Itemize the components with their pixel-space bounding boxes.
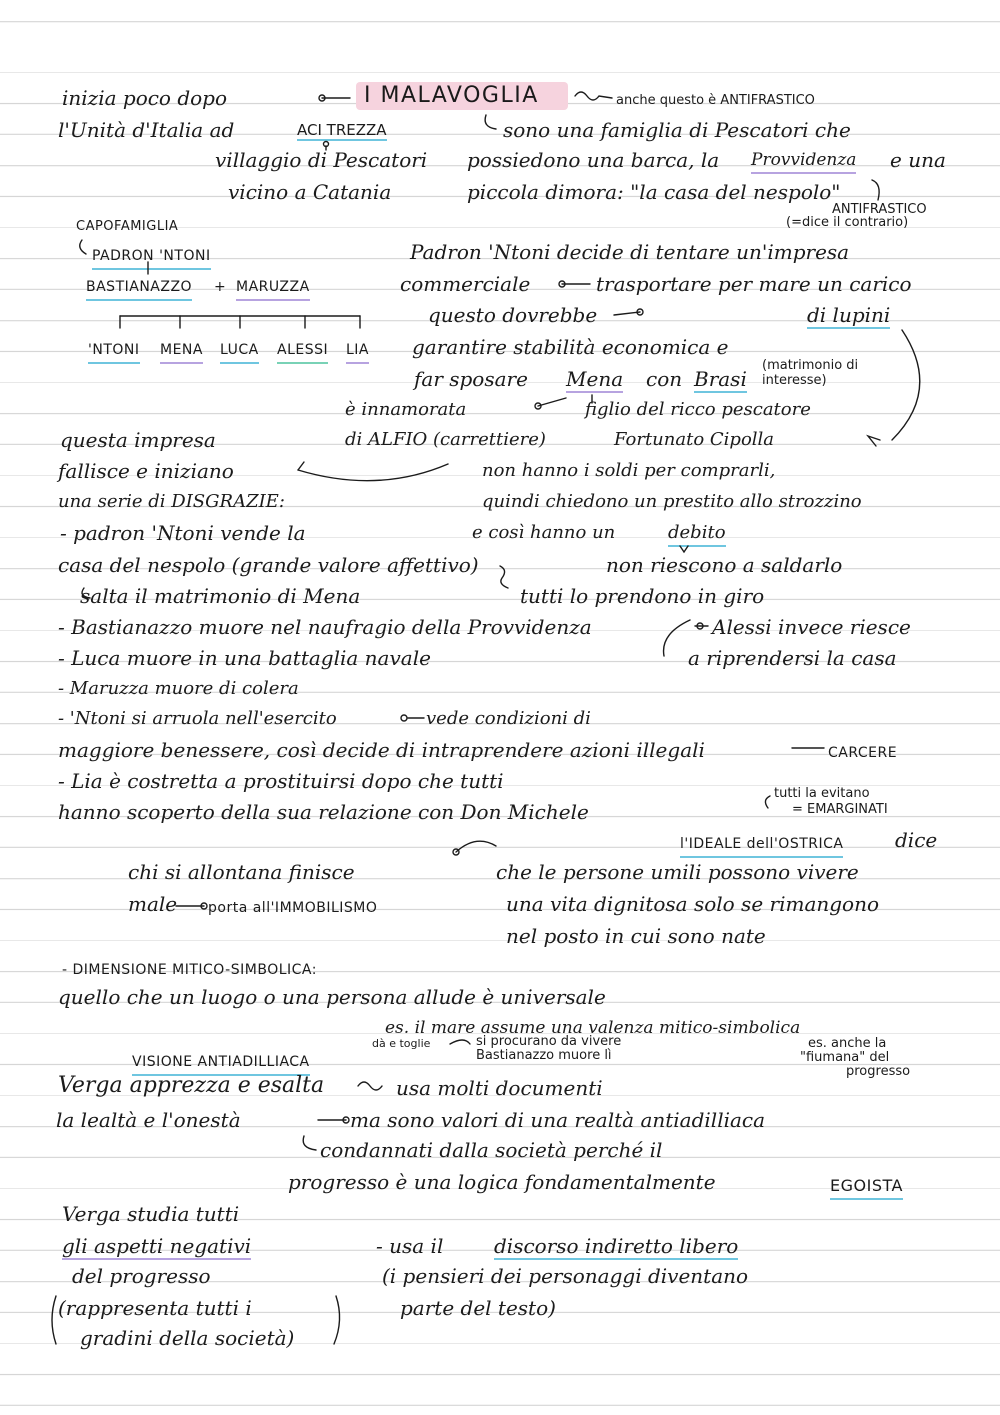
note-text: inizia poco dopo [62, 86, 228, 110]
note-text: - 'Ntoni si arruola nell'esercito [58, 708, 337, 729]
note-text: (i pensieri dei personaggi diventano [382, 1264, 749, 1288]
note-text: - Maruzza muore di colera [58, 678, 299, 699]
page-title: I MALAVOGLIA [364, 83, 539, 108]
note-text: commerciale [400, 272, 531, 296]
note-text: tutti la evitano [774, 786, 870, 801]
note-text: quello che un luogo o una persona allude è universale [58, 985, 606, 1009]
note-text: EGOISTA [830, 1174, 903, 1200]
section-heading: - DIMENSIONE MITICO-SIMBOLICA: [62, 962, 317, 978]
note-text: e una [890, 148, 946, 172]
note-text: - Luca muore in una battaglia navale [58, 646, 431, 670]
note-text: del progresso [72, 1264, 211, 1288]
note-text: gradini della società) [80, 1326, 295, 1350]
note-text: una serie di DISGRAZIE: [58, 491, 285, 512]
child-name: MENA [160, 338, 203, 364]
note-text: nel posto in cui sono nate [506, 924, 766, 948]
note-text: piccola dimora: "la casa del nespolo" [467, 180, 841, 204]
note-text: es. anche la [808, 1036, 887, 1051]
note-text: MARUZZA [236, 275, 310, 301]
note-text: quindi chiedono un prestito allo strozzino [482, 491, 862, 512]
note-text: PADRON 'NTONI [92, 244, 211, 270]
note-text: salta il matrimonio di Mena [80, 584, 361, 608]
note-text: anche questo è ANTIFRASTICO [616, 93, 815, 108]
note-text: (=dice il contrario) [786, 215, 909, 230]
note-text: questo dovrebbe [428, 303, 598, 327]
note-text: progresso è una logica fondamentalmente [288, 1170, 716, 1194]
note-text: es. il mare assume una valenza mitico-simbolica [385, 1018, 801, 1038]
child-name: LIA [346, 338, 369, 364]
note-text: - Lia è costretta a prostituirsi dopo che tutti [58, 769, 504, 793]
note-text: vede condizioni di [426, 708, 591, 729]
note-text: Alessi invece riesce [712, 615, 911, 639]
note-text: chi si allontana finisce [128, 860, 355, 884]
note-text: maggiore benessere, così decide di intraprendere azioni illegali [58, 738, 705, 762]
note-text: la lealtà e l'onestà [56, 1108, 241, 1132]
note-text: si procurano da vivere [476, 1034, 622, 1049]
note-text: è innamorata [345, 399, 467, 420]
note-text: trasportare per mare un carico [596, 272, 912, 296]
note-text: dà e toglie [372, 1037, 431, 1050]
section-heading: VISIONE ANTIADILLIACA [132, 1050, 310, 1076]
note-text: usa molti documenti [396, 1076, 603, 1100]
note-text: fallisce e iniziano [58, 459, 234, 483]
note-text: di ALFIO (carrettiere) [345, 429, 546, 450]
note-text: villaggio di Pescatori [215, 148, 428, 172]
note-text: garantire stabilità economica e [412, 335, 729, 359]
note-text: non hanno i soldi per comprarli, [482, 460, 776, 481]
note-text: parte del testo) [400, 1296, 556, 1320]
note-text: "fiumana" del [800, 1050, 890, 1065]
note-text: Mena [566, 367, 624, 391]
note-text: tutti lo prendono in giro [520, 584, 765, 608]
note-text: non riescono a saldarlo [606, 553, 843, 577]
note-text: progresso [846, 1064, 911, 1079]
note-text: + [214, 279, 227, 295]
note-text: CARCERE [828, 745, 898, 761]
note-text: ma sono valori di una realtà antiadilliaca [350, 1108, 766, 1132]
note-text: Provvidenza [751, 148, 856, 174]
note-text: CAPOFAMIGLIA [76, 219, 179, 234]
note-text: l'IDEALE dell'OSTRICA [680, 832, 843, 858]
note-text: vicino a Catania [228, 180, 392, 204]
note-text: (matrimonio di interesse) [762, 358, 859, 388]
note-text: = EMARGINATI [792, 802, 888, 817]
note-text: hanno scoperto della sua relazione con Don Michele [58, 800, 589, 824]
child-name: 'NTONI [88, 338, 140, 364]
note-text: questa impresa [60, 428, 216, 452]
note-text: porta all'IMMOBILISMO [208, 900, 378, 916]
note-text: Bastianazzo muore lì [476, 1048, 612, 1063]
note-text: possiedono una barca, la [467, 148, 720, 172]
note-text: una vita dignitosa solo se rimangono [506, 892, 880, 916]
note-text: dice [895, 828, 938, 852]
note-text: casa del nespolo (grande valore affettivo) [58, 553, 479, 577]
note-text: con [646, 367, 683, 391]
note-text: e così hanno un [472, 522, 616, 543]
note-text: di lupini [807, 303, 891, 327]
note-text: far sposare [414, 367, 528, 391]
note-text: BASTIANAZZO [86, 275, 192, 301]
note-text: che le persone umili possono vivere [496, 860, 859, 884]
note-text: male [128, 892, 178, 916]
note-text: debito [668, 521, 726, 547]
note-text: discorso indiretto libero [494, 1234, 739, 1258]
note-text: gli aspetti negativi [62, 1234, 252, 1258]
note-text: Verga studia tutti [62, 1202, 240, 1226]
note-text: figlio del ricco pescatore [585, 399, 811, 420]
note-text: - Bastianazzo muore nel naufragio della Provvidenza [58, 615, 592, 639]
child-name: LUCA [220, 338, 259, 364]
note-text: Fortunato Cipolla [614, 429, 775, 450]
note-text: (rappresenta tutti i [58, 1296, 252, 1320]
note-text: - usa il [376, 1234, 444, 1258]
note-text: Verga apprezza e esalta [58, 1073, 325, 1098]
note-text: a riprendersi la casa [688, 646, 897, 670]
note-text: ANTIFRASTICO [832, 202, 927, 217]
note-text: - padron 'Ntoni vende la [60, 521, 306, 545]
note-text: ACI TREZZA [297, 121, 387, 139]
note-text: Brasi [694, 367, 747, 391]
child-name: ALESSI [277, 338, 328, 364]
note-text: l'Unità d'Italia ad [58, 118, 235, 142]
note-text: sono una famiglia di Pescatori che [503, 118, 851, 142]
note-text: Padron 'Ntoni decide di tentare un'impresa [410, 240, 850, 264]
note-text: condannati dalla società perché il [320, 1138, 663, 1162]
